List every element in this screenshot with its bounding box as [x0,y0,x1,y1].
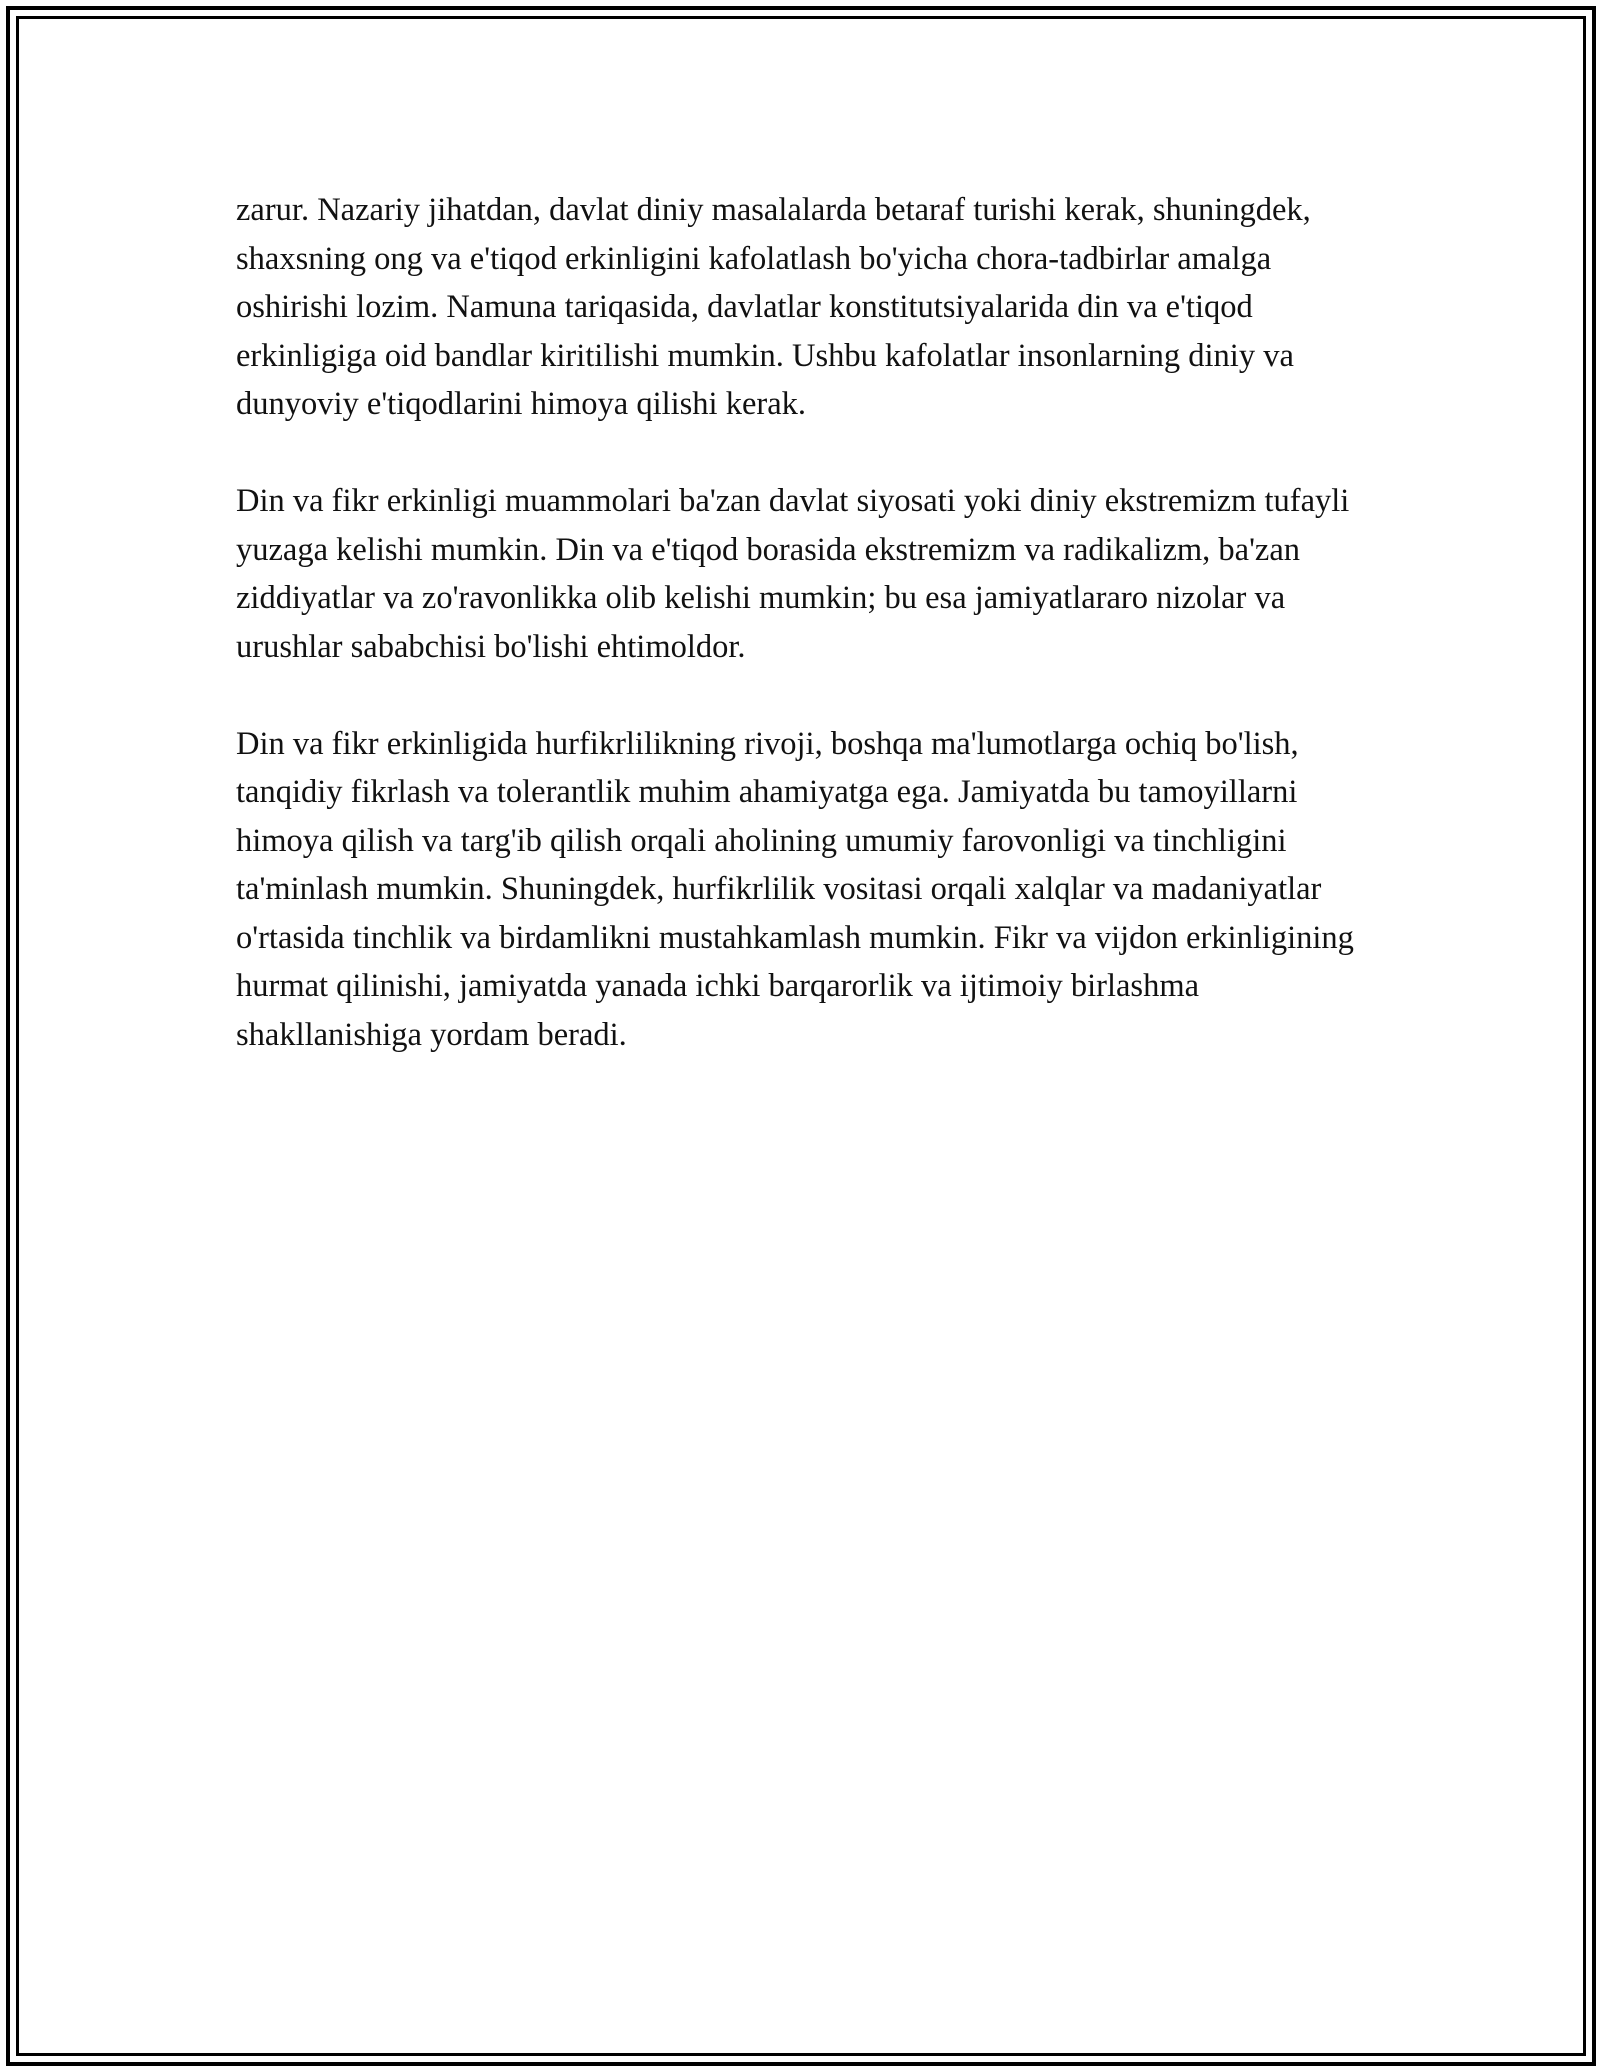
paragraph-2: Din va fikr erkinligi muammolari ba'zan davlat siyosati yoki diniy ekstremizm tufayli yuzaga kelishi mumkin. Din va e'tiqod borasida ekstremizm va radikalizm, ba'zan ziddiyatlar va zo'ravonlikka olib kelishi mumkin; bu esa jamiyatlararo nizolar va urushlar sababchisi bo'lishi ehtimoldor. [236,483,1350,665]
paragraph-3: Din va fikr erkinligida hurfikrlilikning rivoji, boshqa ma'lumotlarga ochiq bo'lish, tanqidiy fikrlash va tolerantlik muhim ahamiyatga ega. Jamiyatda bu tamoyillarni himoya qilish va targ'ib qilish orqali aholining umumiy farovonligi va tinchligini ta'minlash mumkin. Shuningdek, hurfikrlilik vositasi orqali xalqlar va madaniyatlar o'rtasida tinchlik va birdamlikni mustahkamlash mumkin. Fikr va vijdon erkinligining hurmat qilinishi, jamiyatda yanada ichki barqarorlik va ijtimoiy birlashma shakllanishiga yordam beradi. [236,725,1354,1053]
paragraph-1: zarur. Nazariy jihatdan, davlat diniy masalalarda betaraf turishi kerak, shuningdek, shaxsning ong va e'tiqod erkinligini kafolatlash bo'yicha chora-tadbirlar amalga oshirishi lozim. Namuna tariqasida, davlatlar konstitutsiyalarida din va e'tiqod erkinligiga oid bandlar kiritilishi mumkin. Ushbu kafolatlar insonlarning diniy va dunyoviy e'tiqodlarini himoya qilishi kerak. [236,192,1311,422]
document-body [236,186,1366,1108]
